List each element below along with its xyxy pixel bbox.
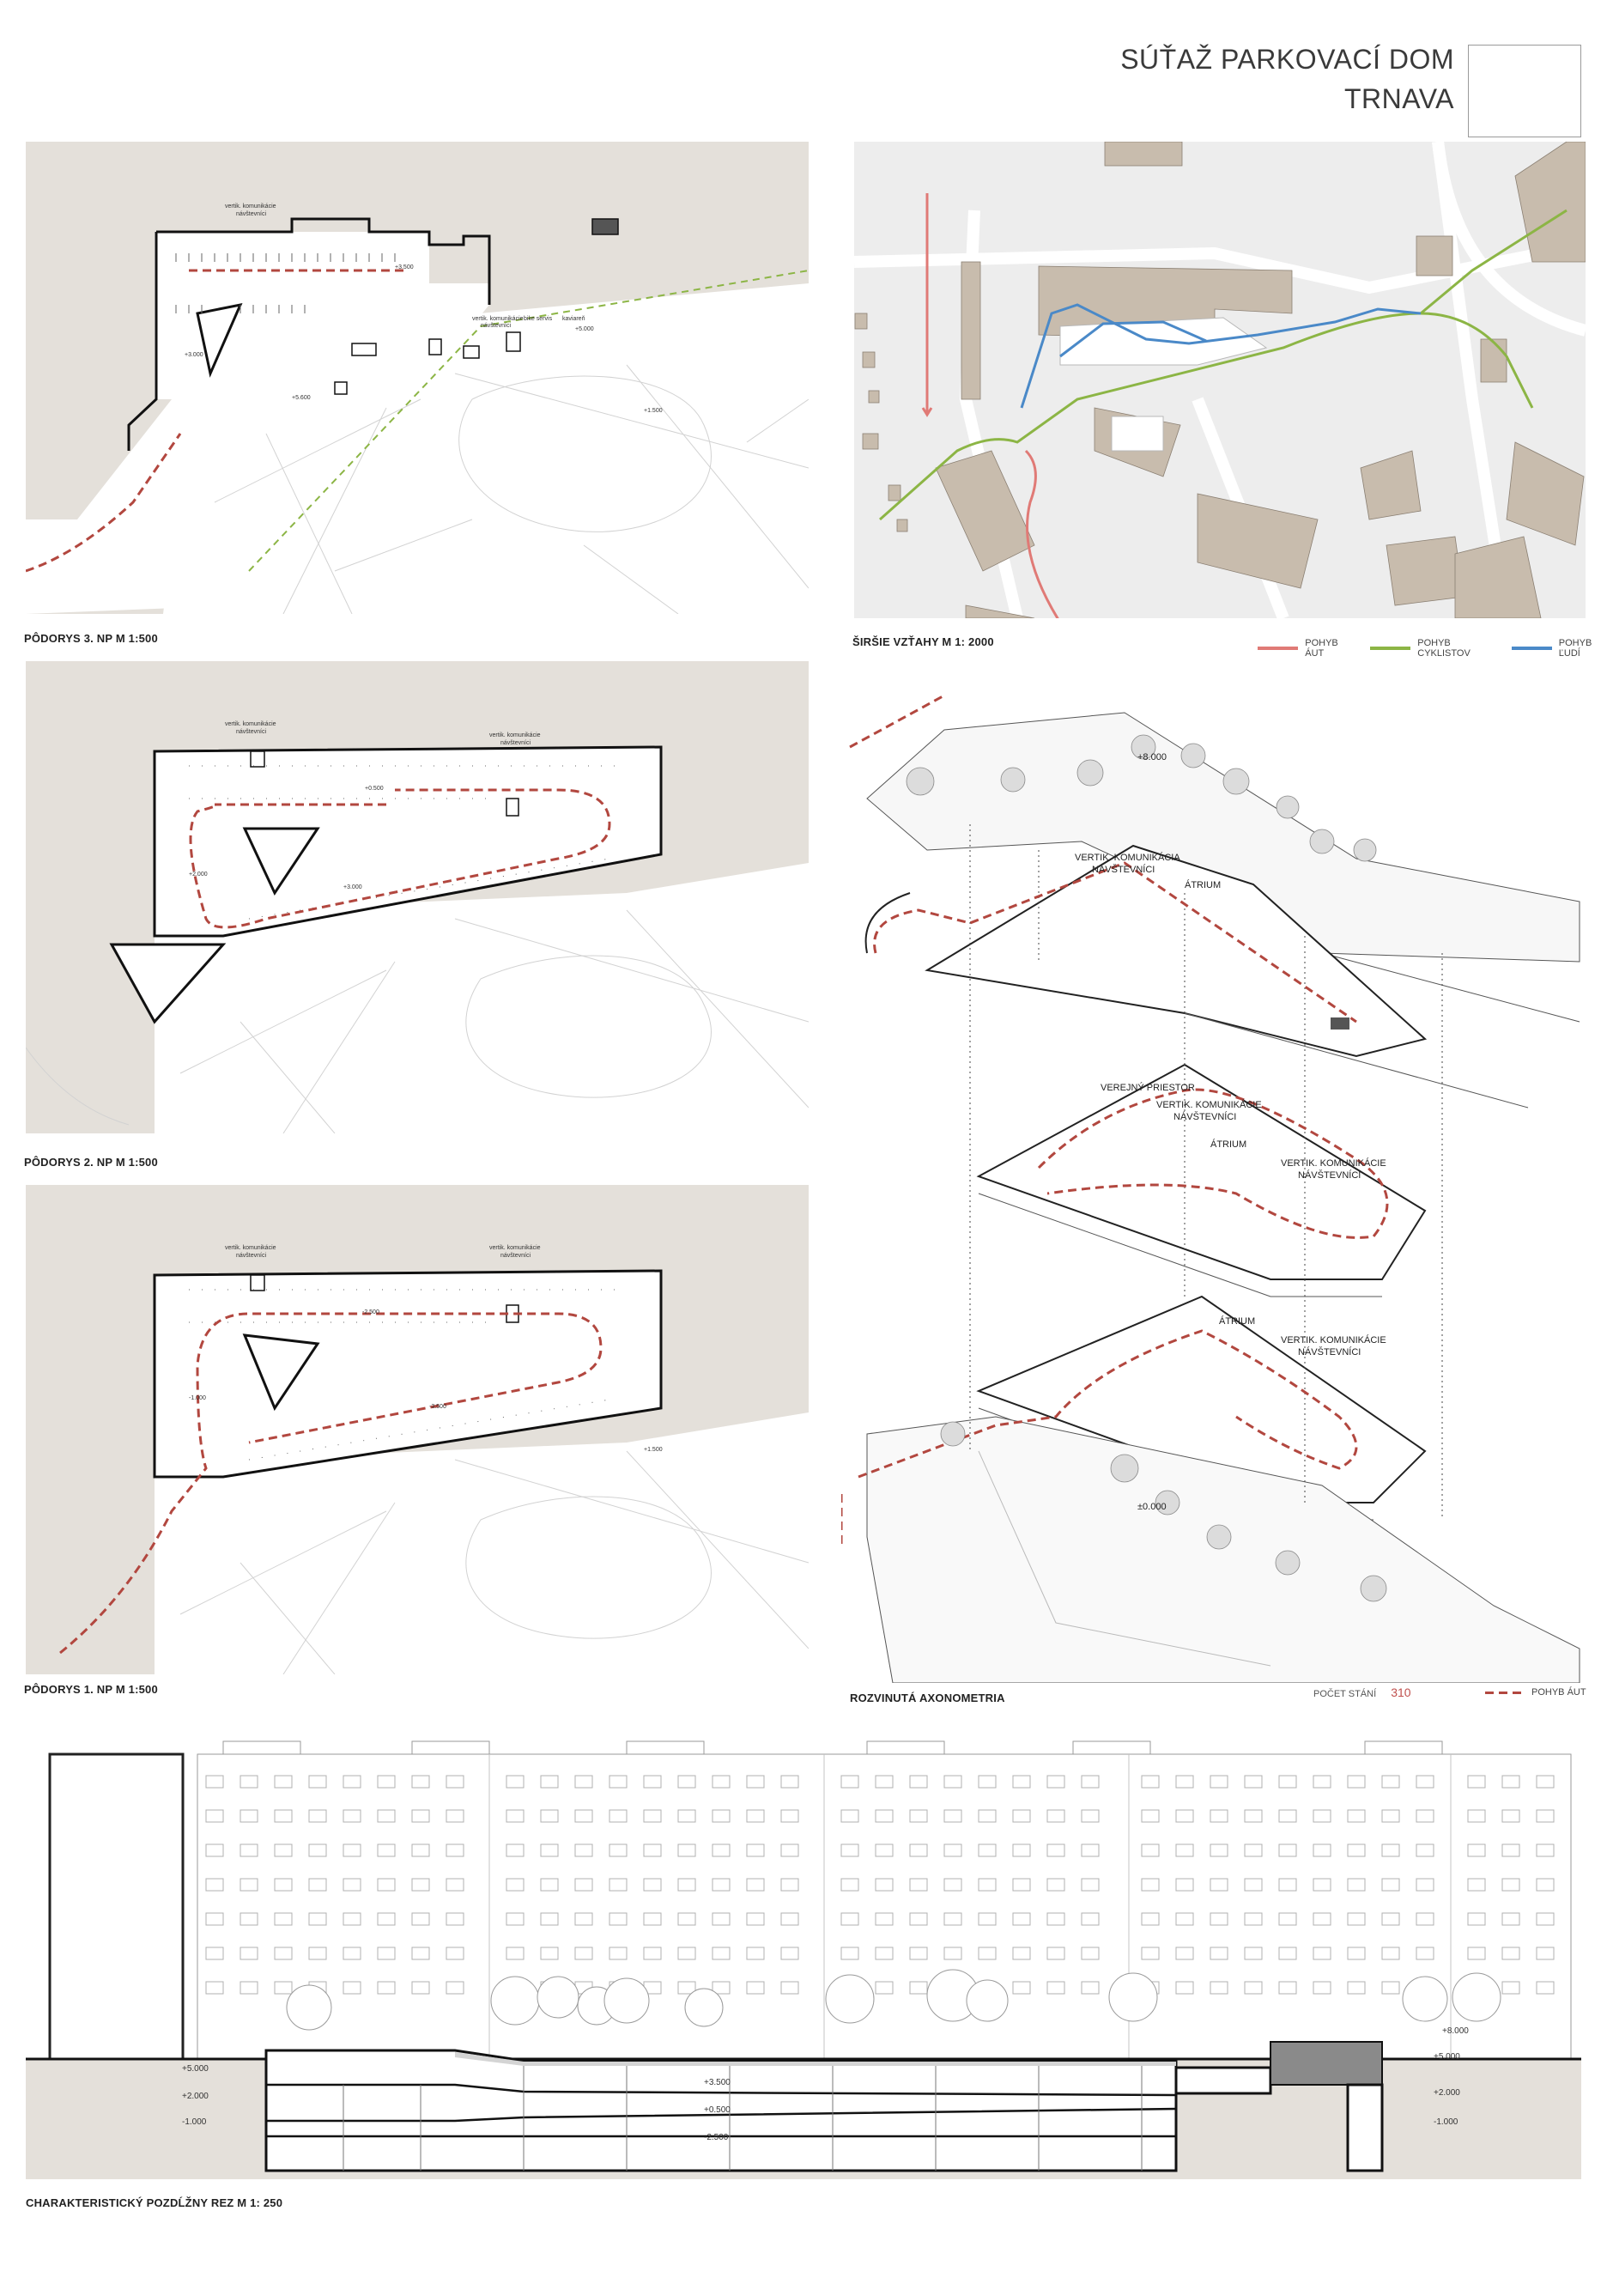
logo-placeholder (1468, 45, 1581, 137)
svg-text:vertik. komunikácie: vertik. komunikácie (472, 316, 524, 322)
title-line-1: SÚŤAŽ PARKOVACÍ DOM (1120, 44, 1454, 75)
svg-text:+3.000: +3.000 (185, 352, 203, 358)
parking-count-value: 310 (1391, 1686, 1411, 1699)
axo-vertical-3: VERTIK. KOMUNIKÁCIE (1281, 1158, 1386, 1169)
section-level-center-3: -2.500 (704, 2133, 729, 2142)
axonometry (841, 678, 1588, 1683)
legend-cars-label: POHYB ÁUT (1305, 638, 1338, 659)
axo-level-top: +8.000 (1137, 752, 1167, 762)
svg-text:+3.000: +3.000 (343, 884, 362, 890)
legend-people (1512, 638, 1607, 659)
axo-vertical-2b: NÁVŠTEVNÍCI (1173, 1112, 1237, 1122)
svg-text:+5.600: +5.600 (292, 395, 311, 401)
site-plan (854, 142, 1586, 618)
svg-text:+3.500: +3.500 (395, 264, 414, 270)
svg-text:+5.000: +5.000 (575, 326, 594, 332)
svg-text:návštevníci: návštevníci (236, 1253, 267, 1259)
floor3-plan (26, 142, 809, 614)
svg-text:návštevníci: návštevníci (481, 323, 512, 329)
axo-level-ground: ±0.000 (1137, 1502, 1167, 1512)
section-level-left-2: +2.000 (182, 2092, 209, 2101)
svg-text:+1.500: +1.500 (644, 1447, 663, 1453)
section-level-center-2: +0.500 (704, 2105, 731, 2115)
axo-vertical-4: VERTIK. KOMUNIKÁCIE (1281, 1335, 1386, 1345)
svg-text:vertik. komunikácie: vertik. komunikácie (489, 1245, 541, 1251)
section-level-right-2: +5.000 (1434, 2052, 1460, 2062)
floor1-caption: PÔDORYS 1. NP M 1:500 (24, 1683, 158, 1696)
svg-text:-2.500: -2.500 (362, 1309, 379, 1315)
svg-text:bike servis: bike servis (524, 316, 553, 322)
parking-count (1313, 1686, 1411, 1699)
axo-legend-label: POHYB ÁUT (1531, 1687, 1586, 1698)
svg-text:vertik. komunikácie: vertik. komunikácie (225, 203, 276, 210)
axo-vertical-1b: NÁVŠTEVNÍCI (1092, 865, 1155, 875)
legend-people-swatch (1512, 647, 1552, 650)
board-title (1120, 39, 1454, 118)
svg-text:kaviareň: kaviareň (562, 316, 585, 322)
legend-cyclists-swatch (1370, 647, 1410, 650)
axo-atrium-1: ÁTRIUM (1185, 880, 1222, 890)
legend-cars-swatch (1258, 647, 1298, 650)
section-level-left-1: +5.000 (182, 2064, 209, 2074)
svg-text:návštevníci: návštevníci (500, 1253, 531, 1259)
legend-cyclists (1370, 638, 1493, 659)
axo-legend-swatch (1485, 1692, 1525, 1694)
axo-vertical-3b: NÁVŠTEVNÍCI (1298, 1170, 1361, 1181)
axo-caption: ROZVINUTÁ AXONOMETRIA (850, 1692, 1005, 1704)
axo-atrium-3: ÁTRIUM (1219, 1316, 1256, 1327)
section-level-right-1: +8.000 (1442, 2026, 1469, 2036)
svg-text:-3.500: -3.500 (429, 1404, 446, 1410)
site-legend (1258, 638, 1607, 659)
section-drawing (26, 1724, 1581, 2179)
floor2-caption: PÔDORYS 2. NP M 1:500 (24, 1156, 158, 1169)
legend-cyclists-label: POHYB CYKLISTOV (1417, 638, 1471, 659)
svg-text:návštevníci: návštevníci (236, 729, 267, 735)
axo-vertical-4b: NÁVŠTEVNÍCI (1298, 1347, 1361, 1358)
axo-atrium-2: ÁTRIUM (1210, 1139, 1247, 1150)
legend-cars (1258, 638, 1351, 659)
svg-text:vertik. komunikácie: vertik. komunikácie (225, 721, 276, 727)
svg-text:návštevníci: návštevníci (236, 211, 267, 217)
section-level-right-3: +2.000 (1434, 2088, 1460, 2098)
title-line-2: TRNAVA (1343, 83, 1454, 114)
svg-text:+1.500: +1.500 (644, 408, 663, 414)
axo-vertical-1: VERTIK. KOMUNIKÁCIA (1075, 853, 1180, 863)
svg-text:+2.000: +2.000 (189, 872, 208, 878)
axo-legend-cars (1485, 1687, 1586, 1698)
section-caption: CHARAKTERISTICKÝ POZDĹŽNY REZ M 1: 250 (26, 2196, 283, 2209)
section-level-left-3: -1.000 (182, 2117, 207, 2127)
site-caption: ŠIRŠIE VZŤAHY M 1: 2000 (852, 635, 994, 648)
floor1-plan (26, 1185, 809, 1674)
svg-text:návštevníci: návštevníci (500, 740, 531, 746)
floor2-plan (26, 661, 809, 1133)
svg-text:vertik. komunikácie: vertik. komunikácie (225, 1245, 276, 1251)
legend-people-label: POHYB ĽUDÍ (1558, 638, 1592, 659)
svg-text:-1.000: -1.000 (189, 1395, 206, 1401)
svg-text:vertik. komunikácie: vertik. komunikácie (489, 732, 541, 738)
svg-text:+0.500: +0.500 (365, 786, 384, 792)
parking-count-label: POČET STÁNÍ (1313, 1689, 1377, 1699)
floor3-caption: PÔDORYS 3. NP M 1:500 (24, 632, 158, 645)
axo-vertical-2: VERTIK. KOMUNIKÁCIE (1156, 1100, 1262, 1110)
section-level-right-4: -1.000 (1434, 2117, 1458, 2127)
section-level-center-1: +3.500 (704, 2078, 731, 2087)
axo-public: VEREJNÝ PRIESTOR (1101, 1083, 1195, 1093)
